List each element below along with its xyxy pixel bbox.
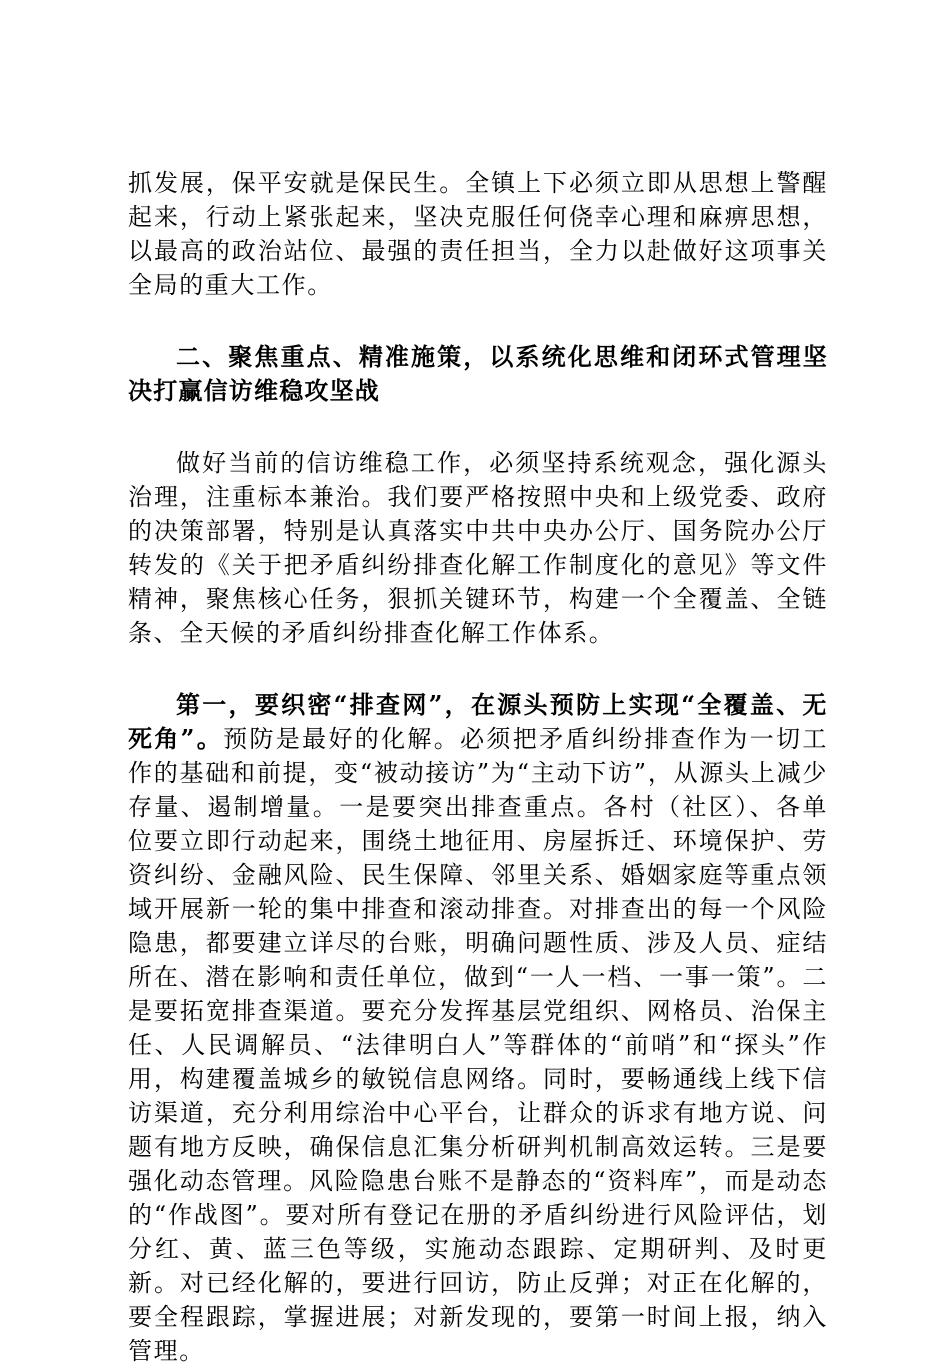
section-heading: 二、聚焦重点、精准施策，以系统化思维和闭环式管理坚决打赢信访维稳攻坚战 (128, 342, 828, 405)
paragraph-intro: 抓发展，保平安就是保民生。全镇上下必须立即从思想上警醒起来，行动上紧张起来，坚决克服任何侥幸心理和麻痹思想，以最高的政治站位、最强的责任担当，全力以赴做好这项事关全局的重大工作。 (128, 169, 828, 299)
paragraph-gap (128, 408, 828, 446)
first-point-lead: 第一，要织密“排查网”，在源头预防上实现“全覆盖、无死角”。 (128, 690, 828, 753)
paragraph-overview: 做好当前的信访维稳工作，必须坚持系统观念，强化源头治理，注重标本兼治。我们要严格按照中央和上级党委、政府的决策部署，特别是认真落实中共中央办公厅、国务院办公厅转发的《关于把矛盾纠纷排查化解工作制度化的意见》等文件精神，聚焦核心任务，狠抓关键环节，构建一个全覆盖、全链条、全天候的矛盾纠纷排查化解工作体系。 (128, 449, 828, 647)
paragraph-gap (128, 302, 828, 340)
document-body (128, 166, 828, 1368)
first-point-body: 预防是最好的化解。必须把矛盾纠纷排查作为一切工作的基础和前提，变“被动接访”为“主动下访”，从源头上减少存量、遏制增量。一是要突出排查重点。各村（社区）、各单位要立即行动起来，围绕土地征用、房屋拆迁、环境保护、劳资纠纷、金融风险、民生保障、邻里关系、婚姻家庭等重点领域开展新一轮的集中排查和滚动排查。对排查出的每一个风险隐患，都要建立详尽的台账，明确问题性质、涉及人员、症结所在、潜在影响和责任单位，做到“一人一档、一事一策”。二是要拓宽排查渠道。要充分发挥基层党组织、网格员、治保主任、人民调解员、“法律明白人”等群体的“前哨”和“探头”作用，构建覆盖城乡的敏锐信息网络。同时，要畅通线上线下信访渠道，充分利用综治中心平台，让群众的诉求有地方说、问题有地方反映，确保信息汇集分析研判机制高效运转。三是要强化动态管理。风险隐患台账不是静态的“资料库”，而是动态的“作战图”。要对所有登记在册的矛盾纠纷进行风险评估，划分红、黄、蓝三色等级，实施动态跟踪、定期研判、及时更新。对已经化解的，要进行回访，防止反弹；对正在化解的，要全程跟踪，掌握进展；对新发现的，要第一时间上报，纳入管理。 (128, 725, 828, 1365)
paragraph-first-point (128, 688, 828, 1368)
paragraph-gap (128, 650, 828, 688)
